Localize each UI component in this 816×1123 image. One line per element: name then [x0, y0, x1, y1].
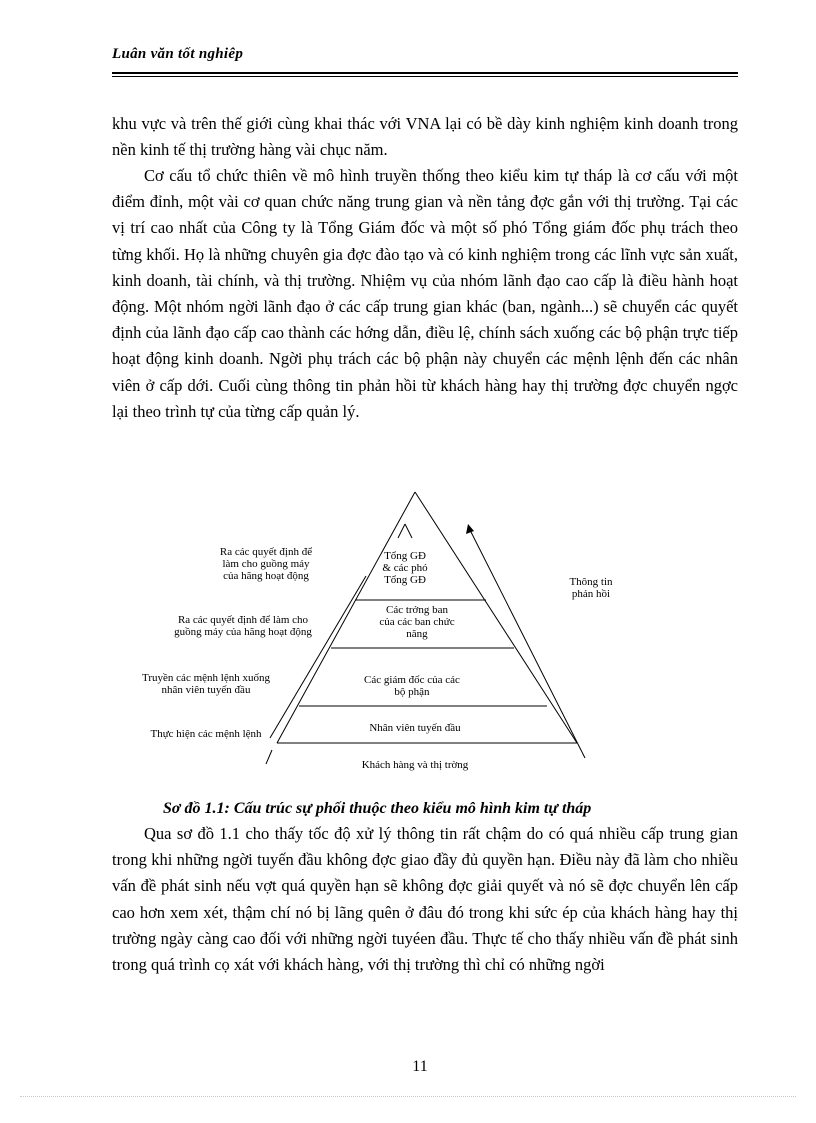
inner-peak-left: [398, 524, 405, 538]
left-label-1-line-3: của hãng hoạt động: [223, 570, 309, 582]
command-arrow-line: [270, 576, 366, 738]
pyramid-diagram: [0, 480, 816, 780]
left-label-1: [196, 546, 336, 582]
feedback-arrow-head: [466, 524, 474, 534]
figure-caption: Sơ đồ 1.1: Cấu trúc sự phối thuộc theo kiểu mô hình kim tự tháp: [163, 800, 592, 817]
level-second-line-2: của các ban chức: [379, 616, 455, 628]
left-label-3-line-1: Truyền các mệnh lệnh xuống: [142, 672, 270, 684]
left-label-1-line-2: làm cho guồng máy: [222, 558, 310, 570]
header-title: Luân văn tốt nghiêp: [112, 46, 244, 62]
left-label-2: [148, 614, 338, 638]
feedback-label: [556, 576, 626, 600]
level-third-line-1: Các giám đốc của các: [364, 674, 460, 686]
page-header: [112, 46, 738, 63]
command-arrow-tail: [266, 750, 272, 764]
inner-peak-right: [405, 524, 412, 538]
base-label: Khách hàng và thị trờng: [361, 759, 469, 771]
header-rule-thick: [112, 72, 738, 74]
left-label-3-line-2: nhân viên tuyến đầu: [161, 684, 251, 696]
level-top-line-2: & các phó: [382, 562, 428, 574]
feedback-line-2: phản hồi: [571, 588, 611, 600]
left-label-3: [118, 672, 294, 696]
header-rule-thin: [112, 76, 738, 77]
level-second-line-3: năng: [406, 628, 428, 640]
level-third-label: [345, 674, 479, 698]
level-top-label: [372, 550, 438, 586]
footer-dotted-rule: [20, 1096, 796, 1097]
paragraph-2: Cơ cấu tổ chức thiên về mô hình truyền thống theo kiểu kim tự tháp là cơ cấu với một điểm đỉnh, một vài cơ quan chức năng trung gian và nền tảng đợc gắn với thị trường. Tại các vị trí cao nhất của Công ty là Tổng Giám đốc và một số phó Tổng giám đốc phụ trách theo từng khối. Họ là những chuyên gia đợc đào tạo và có kinh nghiệm trong các lĩnh vực sản xuất, kinh doanh, tài chính, và thị trường. Nhiệm vụ của nhóm lãnh đạo cao cấp là điều hành hoạt động. Một nhóm ngời lãnh đạo ở các cấp trung gian khác (ban, ngành...) sẽ chuyển các quyết định của lãnh đạo cấp cao thành các hớng dẫn, điều lệ, chính sách xuống các bộ phận trực tiếp hoạt động kinh doanh. Ngời phụ trách các bộ phận này chuyển các mệnh lệnh đến các nhân viên ở cấp dới. Cuối cùng thông tin phản hồi từ khách hàng hay thị trường đợc chuyển ngợc lại theo trình tự của từng cấp quản lý.: [112, 166, 738, 421]
left-label-2-line-2: guồng máy của hãng hoạt động: [174, 626, 312, 638]
level-second-label: [362, 604, 472, 640]
feedback-line-1: Thông tin: [569, 576, 613, 588]
page-number: 11: [412, 1058, 428, 1075]
paragraph-1: khu vực và trên thế giới cùng khai thác với VNA lại có bề dày kinh nghiệm kinh doanh trong nền kinh tế thị trường hàng vài chục năm.: [112, 114, 738, 160]
paragraph-3: Qua sơ đồ 1.1 cho thấy tốc độ xử lý thông tin rất chậm do có quá nhiều cấp trung gian trong khi những ngời tuyến đầu không đợc giao đầy đủ quyền hạn. Điều này đã làm cho nhiều vấn đề phát sinh nếu vợt quá quyền hạn sẽ không đợc giải quyết và nó sẽ đợc chuyển lên cấp cao hơn xem xét, thậm chí nó bị lãng quên ở đâu đó trong khi sức ép của khách hàng hay thị trường ngày càng cao đối với những ngời tuyéen đầu. Thực tế cho thấy nhiều vấn đề phát sinh trong quá trình cọ xát với khách hàng, với thị trường thì chỉ có những ngời: [112, 824, 738, 975]
level-top-line-3: Tổng GĐ: [384, 574, 426, 586]
level-second-line-1: Các trởng ban: [385, 604, 449, 616]
level-fourth-label: Nhân viên tuyến đầu: [369, 722, 461, 734]
left-label-1-line-1: Ra các quyết định để: [219, 546, 313, 558]
level-top-line-1: Tổng GĐ: [384, 550, 426, 562]
left-label-2-line-1: Ra các quyết định để làm cho: [177, 614, 309, 626]
left-label-4: Thực hiện các mệnh lệnh: [150, 728, 262, 740]
level-third-line-2: bộ phận: [394, 686, 430, 698]
